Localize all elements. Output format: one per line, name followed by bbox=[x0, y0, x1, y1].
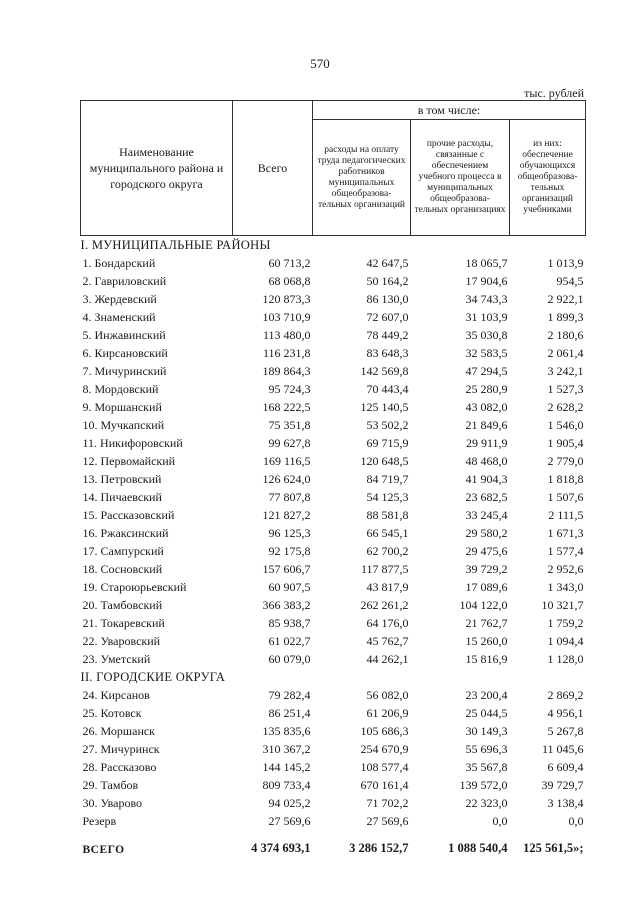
cell-other: 139 572,0 bbox=[459, 777, 508, 792]
cell-salary: 27 569,6 bbox=[366, 813, 409, 828]
budget-table bbox=[80, 100, 586, 856]
cell-name: Резерв bbox=[82, 813, 117, 828]
cell-total: 94 025,2 bbox=[268, 795, 311, 810]
cell-textbooks: 2 061,4 bbox=[547, 345, 584, 360]
table-row bbox=[81, 434, 586, 452]
cell-other: 25 280,9 bbox=[465, 381, 508, 396]
section-title: I. МУНИЦИПАЛЬНЫЕ РАЙОНЫ bbox=[80, 237, 271, 252]
page-number: 570 bbox=[310, 56, 330, 71]
cell-textbooks: 39 729,7 bbox=[541, 777, 584, 792]
total-row bbox=[81, 830, 586, 856]
cell-other: 23 682,5 bbox=[465, 489, 508, 504]
table-header bbox=[81, 101, 586, 236]
cell-total: 27 569,6 bbox=[268, 813, 311, 828]
cell-salary: 44 262,1 bbox=[366, 651, 409, 666]
cell-name: 20. Тамбовский bbox=[82, 597, 163, 612]
header-total: Всего bbox=[233, 101, 313, 236]
cell-total: 157 606,7 bbox=[262, 561, 311, 576]
table-row bbox=[81, 362, 586, 380]
cell-name: 26. Моршанск bbox=[82, 723, 156, 738]
cell-salary: 254 670,9 bbox=[360, 741, 409, 756]
cell-salary: 262 261,2 bbox=[360, 597, 409, 612]
cell-salary: 72 607,0 bbox=[366, 309, 409, 324]
cell-textbooks: 3 138,4 bbox=[547, 795, 584, 810]
cell-salary: 84 719,7 bbox=[366, 471, 409, 486]
cell-other: 23 200,4 bbox=[465, 687, 508, 702]
cell-other: 22 323,0 bbox=[465, 795, 508, 810]
table-row bbox=[81, 470, 586, 488]
cell-textbooks: 10 321,7 bbox=[541, 597, 584, 612]
table-row bbox=[81, 614, 586, 632]
table-row bbox=[81, 704, 586, 722]
cell-other: 0,0 bbox=[492, 813, 508, 828]
table-row bbox=[81, 308, 586, 326]
cell-name: 28. Рассказово bbox=[82, 759, 157, 774]
cell-other: 41 904,3 bbox=[465, 471, 508, 486]
table-row bbox=[81, 326, 586, 344]
cell-salary: 45 762,7 bbox=[366, 633, 409, 648]
table-row bbox=[81, 812, 586, 830]
cell-total: 116 231,8 bbox=[262, 345, 311, 360]
table-row bbox=[81, 578, 586, 596]
cell-salary: 125 140,5 bbox=[360, 399, 409, 414]
cell-name: 5. Инжавинский bbox=[82, 327, 166, 342]
cell-name: 1. Бондарский bbox=[82, 255, 156, 270]
cell-total: 168 222,5 bbox=[262, 399, 311, 414]
cell-total: 60 713,2 bbox=[268, 255, 311, 270]
cell-name: 27. Мичуринск bbox=[82, 741, 160, 756]
cell-salary: 66 545,1 bbox=[366, 525, 409, 540]
cell-salary: 71 702,2 bbox=[366, 795, 409, 810]
table-row bbox=[81, 398, 586, 416]
table-row bbox=[81, 722, 586, 740]
cell-textbooks: 1 671,3 bbox=[547, 525, 584, 540]
table-row bbox=[81, 488, 586, 506]
cell-textbooks: 1 527,3 bbox=[547, 381, 584, 396]
cell-other: 31 103,9 bbox=[465, 309, 508, 324]
cell-name: 22. Уваровский bbox=[82, 633, 161, 648]
table-row bbox=[81, 650, 586, 668]
cell-name: 13. Петровский bbox=[82, 471, 162, 486]
cell-name: 24. Кирсанов bbox=[82, 687, 150, 702]
cell-other: 33 245,4 bbox=[465, 507, 508, 522]
cell-other: 21 849,6 bbox=[465, 417, 508, 432]
cell-total: 366 383,2 bbox=[262, 597, 311, 612]
cell-total: 60 079,0 bbox=[268, 651, 311, 666]
cell-total: 103 710,9 bbox=[262, 309, 311, 324]
cell-textbooks: 2 779,0 bbox=[547, 453, 584, 468]
cell-textbooks: 1 343,0 bbox=[547, 579, 584, 594]
cell-total: 135 835,6 bbox=[262, 723, 311, 738]
cell-textbooks: 1 759,2 bbox=[547, 615, 584, 630]
cell-salary: 83 648,3 bbox=[366, 345, 409, 360]
header-group: в том числе: bbox=[313, 101, 586, 120]
cell-name: ВСЕГО bbox=[82, 844, 125, 856]
table-row bbox=[81, 506, 586, 524]
cell-textbooks: 2 111,5 bbox=[548, 507, 584, 522]
cell-textbooks: 1 546,0 bbox=[547, 417, 584, 432]
cell-salary: 70 443,4 bbox=[366, 381, 409, 396]
cell-total: 85 938,7 bbox=[268, 615, 311, 630]
cell-total: 60 907,5 bbox=[268, 579, 311, 594]
cell-salary: 88 581,8 bbox=[366, 507, 409, 522]
cell-total: 79 282,4 bbox=[268, 687, 311, 702]
cell-textbooks: 954,5 bbox=[556, 273, 584, 288]
cell-textbooks: 1 577,4 bbox=[547, 543, 584, 558]
cell-salary: 64 176,0 bbox=[366, 615, 409, 630]
cell-other: 1 088 540,4 bbox=[448, 841, 508, 855]
cell-other: 32 583,5 bbox=[465, 345, 508, 360]
cell-name: 15. Рассказовский bbox=[82, 507, 175, 522]
cell-name: 25. Котовск bbox=[82, 705, 142, 720]
cell-other: 48 468,0 bbox=[465, 453, 508, 468]
cell-name: 17. Сампурский bbox=[82, 543, 164, 558]
cell-name: 19. Староюрьевский bbox=[82, 579, 187, 594]
cell-textbooks: 2 180,6 bbox=[547, 327, 584, 342]
table-body bbox=[81, 236, 586, 857]
cell-other: 18 065,7 bbox=[465, 255, 508, 270]
cell-other: 47 294,5 bbox=[465, 363, 508, 378]
table-row bbox=[81, 452, 586, 470]
cell-textbooks: 2 869,2 bbox=[547, 687, 584, 702]
cell-salary: 108 577,4 bbox=[360, 759, 409, 774]
cell-other: 17 904,6 bbox=[465, 273, 508, 288]
section-heading bbox=[81, 668, 586, 686]
cell-textbooks: 2 628,2 bbox=[547, 399, 584, 414]
cell-textbooks: 1 818,8 bbox=[547, 471, 584, 486]
cell-salary: 61 206,9 bbox=[366, 705, 409, 720]
cell-salary: 3 286 152,7 bbox=[349, 841, 409, 855]
cell-textbooks: 0,0 bbox=[568, 813, 584, 828]
cell-textbooks: 4 956,1 bbox=[547, 705, 584, 720]
cell-salary: 142 569,8 bbox=[360, 363, 409, 378]
cell-salary: 78 449,2 bbox=[366, 327, 409, 342]
cell-total: 310 367,2 bbox=[262, 741, 311, 756]
cell-textbooks: 1 905,4 bbox=[547, 435, 584, 450]
cell-name: 2. Гавриловский bbox=[82, 273, 167, 288]
cell-other: 29 911,9 bbox=[465, 435, 508, 450]
cell-name: 6. Кирсановский bbox=[82, 345, 168, 360]
cell-total: 68 068,8 bbox=[268, 273, 311, 288]
cell-salary: 69 715,9 bbox=[366, 435, 409, 450]
cell-total: 809 733,4 bbox=[262, 777, 311, 792]
cell-textbooks: 3 242,1 bbox=[547, 363, 584, 378]
table-row bbox=[81, 542, 586, 560]
cell-total: 113 480,0 bbox=[262, 327, 311, 342]
table-row bbox=[81, 794, 586, 812]
cell-other: 43 082,0 bbox=[465, 399, 508, 414]
cell-name: 9. Моршанский bbox=[82, 399, 162, 414]
cell-salary: 56 082,0 bbox=[366, 687, 409, 702]
table-row bbox=[81, 686, 586, 704]
section-heading bbox=[81, 236, 586, 255]
cell-salary: 105 686,3 bbox=[360, 723, 409, 738]
cell-name: 3. Жердевский bbox=[82, 291, 157, 306]
cell-name: 18. Сосновский bbox=[82, 561, 163, 576]
cell-other: 34 743,3 bbox=[465, 291, 508, 306]
table-row bbox=[81, 632, 586, 650]
cell-name: 12. Первомайский bbox=[82, 453, 176, 468]
cell-total: 75 351,8 bbox=[268, 417, 311, 432]
cell-total: 61 022,7 bbox=[268, 633, 311, 648]
cell-salary: 117 877,5 bbox=[360, 561, 409, 576]
cell-other: 29 475,6 bbox=[465, 543, 508, 558]
cell-total: 126 624,0 bbox=[262, 471, 311, 486]
cell-name: 21. Токаревский bbox=[82, 615, 165, 630]
units-label: тыс. рублей bbox=[524, 86, 584, 100]
cell-salary: 54 125,3 bbox=[366, 489, 409, 504]
table-row bbox=[81, 380, 586, 398]
cell-salary: 120 648,5 bbox=[360, 453, 409, 468]
cell-other: 21 762,7 bbox=[465, 615, 508, 630]
cell-salary: 43 817,9 bbox=[366, 579, 409, 594]
cell-name: 7. Мичуринский bbox=[82, 363, 167, 378]
cell-total: 144 145,2 bbox=[262, 759, 311, 774]
cell-salary: 42 647,5 bbox=[366, 255, 409, 270]
cell-total: 92 175,8 bbox=[268, 543, 311, 558]
cell-name: 14. Пичаевский bbox=[82, 489, 162, 504]
cell-total: 121 827,2 bbox=[262, 507, 311, 522]
cell-salary: 62 700,2 bbox=[366, 543, 409, 558]
cell-total: 96 125,3 bbox=[268, 525, 311, 540]
cell-textbooks: 1 899,3 bbox=[547, 309, 584, 324]
cell-salary: 53 502,2 bbox=[366, 417, 409, 432]
table-row bbox=[81, 254, 586, 272]
cell-name: 30. Уварово bbox=[82, 795, 143, 810]
table-row bbox=[81, 758, 586, 776]
cell-textbooks: 1 507,6 bbox=[547, 489, 584, 504]
cell-other: 29 580,2 bbox=[465, 525, 508, 540]
cell-name: 23. Уметский bbox=[82, 651, 151, 666]
cell-total: 95 724,3 bbox=[268, 381, 311, 396]
cell-total: 169 116,5 bbox=[262, 453, 311, 468]
section-title: II. ГОРОДСКИЕ ОКРУГА bbox=[80, 669, 226, 684]
cell-textbooks: 11 045,6 bbox=[541, 741, 584, 756]
table-row bbox=[81, 272, 586, 290]
table-row bbox=[81, 290, 586, 308]
cell-textbooks: 6 609,4 bbox=[547, 759, 584, 774]
cell-other: 55 696,3 bbox=[465, 741, 508, 756]
cell-total: 77 807,8 bbox=[268, 489, 311, 504]
cell-other: 25 044,5 bbox=[465, 705, 508, 720]
cell-salary: 50 164,2 bbox=[366, 273, 409, 288]
cell-total: 189 864,3 bbox=[262, 363, 311, 378]
cell-name: 8. Мордовский bbox=[82, 381, 159, 396]
table-row bbox=[81, 776, 586, 794]
cell-other: 39 729,2 bbox=[465, 561, 508, 576]
cell-textbooks: 1 013,9 bbox=[547, 255, 584, 270]
table-row bbox=[81, 740, 586, 758]
cell-textbooks: 125 561,5»; bbox=[523, 841, 584, 855]
cell-other: 15 260,0 bbox=[465, 633, 508, 648]
header-textbooks: из них: обеспечение обучающихся общеобразова- тельных организаций учебниками bbox=[510, 120, 586, 236]
cell-total: 120 873,3 bbox=[262, 291, 311, 306]
cell-textbooks: 1 094,4 bbox=[547, 633, 584, 648]
cell-textbooks: 2 952,6 bbox=[547, 561, 584, 576]
header-other: прочие расходы, связанные с обеспечением учебного процесса в муниципальных общеобразова- тельных организациях bbox=[411, 120, 510, 236]
cell-other: 35 030,8 bbox=[465, 327, 508, 342]
table-row bbox=[81, 344, 586, 362]
cell-salary: 86 130,0 bbox=[366, 291, 409, 306]
cell-salary: 670 161,4 bbox=[360, 777, 409, 792]
cell-textbooks: 1 128,0 bbox=[547, 651, 584, 666]
cell-name: 16. Ржаксинский bbox=[82, 525, 169, 540]
cell-total: 4 374 693,1 bbox=[251, 841, 311, 855]
header-salary: расходы на оплату труда педагогических работников муниципальных общеобразова- тельных организаций bbox=[313, 120, 411, 236]
cell-name: 11. Никифоровский bbox=[82, 435, 183, 450]
table-row bbox=[81, 596, 586, 614]
header-name: Наименование муниципального района и городского округа bbox=[81, 101, 233, 236]
cell-name: 10. Мучкапский bbox=[82, 417, 165, 432]
table-row bbox=[81, 560, 586, 578]
cell-other: 104 122,0 bbox=[459, 597, 508, 612]
cell-other: 35 567,8 bbox=[465, 759, 508, 774]
cell-textbooks: 5 267,8 bbox=[547, 723, 584, 738]
cell-name: 29. Тамбов bbox=[82, 777, 139, 792]
cell-total: 86 251,4 bbox=[268, 705, 311, 720]
cell-other: 17 089,6 bbox=[465, 579, 508, 594]
cell-other: 15 816,9 bbox=[465, 651, 508, 666]
table-row bbox=[81, 416, 586, 434]
table-row bbox=[81, 524, 586, 542]
cell-total: 99 627,8 bbox=[268, 435, 311, 450]
cell-other: 30 149,3 bbox=[465, 723, 508, 738]
cell-textbooks: 2 922,1 bbox=[547, 291, 584, 306]
cell-name: 4. Знаменский bbox=[82, 309, 156, 324]
